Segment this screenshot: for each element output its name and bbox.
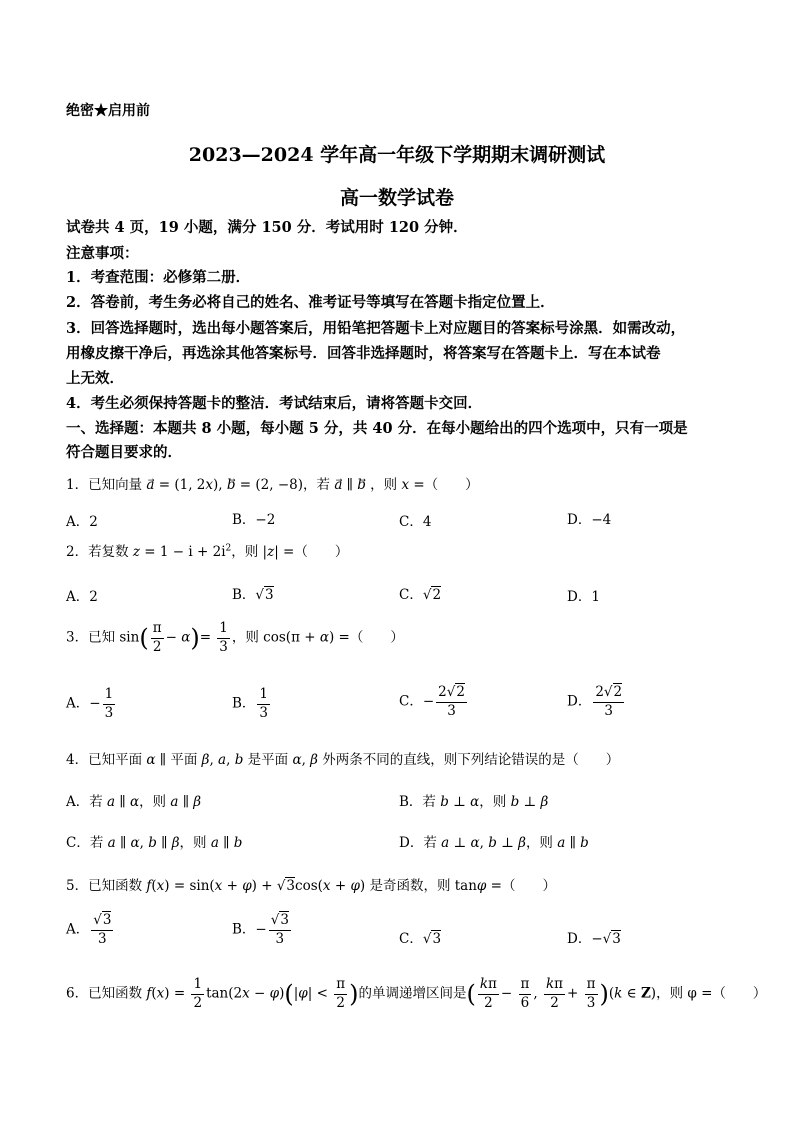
note-3-line-3: 上无效． bbox=[66, 370, 124, 387]
q2-option-b: B．√3 bbox=[232, 587, 274, 603]
q3-option-d: D． $\frac{2√2}{3}$ bbox=[567, 684, 623, 719]
note-4: 4．考生必须保持答题卡的整洁．考试结束后，请将答题卡交回． bbox=[66, 395, 483, 412]
question-4: 4．已知平面 α ∥ 平面 β, a, b 是平面 α, β 外两条不同的直线，则下列结论错误的是（ ） bbox=[66, 752, 620, 768]
q1-option-b: B．−2 bbox=[232, 512, 276, 528]
exam-subtitle: 高一数学试卷 bbox=[339, 187, 454, 209]
q3-option-c: C．− $\frac{2√2}{3}$ bbox=[399, 684, 465, 719]
q3-option-b: B． $\frac{1}{3}$ bbox=[232, 686, 269, 721]
question-1: 1．已知向量 a⃗ = (1, 2x), b⃗ = (2, −8)，若 a⃗ ∥ b⃗ ，则 x =（ ） bbox=[66, 477, 479, 493]
q3-option-a: A．− $\frac{1}{3}$ bbox=[66, 686, 114, 721]
question-3: 3．已知 sin( $\frac{\pi}{2}$ − α)= $\frac{1}{3}$ ，则 cos(π + α) =（ ） bbox=[66, 620, 404, 655]
q2-option-c: C．√2 bbox=[399, 587, 442, 603]
question-2: 2．若复数 $z = 1 - i + 2i^2$，则 |z| =（ ） bbox=[66, 543, 349, 560]
exam-info: 试卷共 4 页，19 小题，满分 150 分．考试用时 120 分钟． bbox=[66, 219, 468, 236]
q2-option-a: A．2 bbox=[66, 589, 98, 605]
exam-title: 2023—2024 学年高一年级下学期期末调研测试 bbox=[188, 144, 606, 166]
notes-heading: 注意事项： bbox=[66, 245, 139, 262]
section-1-line-1: 一、选择题：本题共 8 小题，每小题 5 分，共 40 分．在每小题给出的四个选项中，只有一项是 bbox=[66, 420, 688, 437]
q5-option-a: A． $\frac{√3}{3}$ bbox=[66, 912, 112, 947]
q5-option-b: B．− $\frac{√3}{3}$ bbox=[232, 912, 289, 947]
note-2: 2．答卷前，考生务必将自己的姓名、准考证号等填写在答题卡指定位置上． bbox=[66, 294, 555, 311]
q6-tail: ，则 φ =（ ） bbox=[656, 985, 767, 1002]
question-6: 6．已知函数 f(x) = $\frac{1}{2}$ tan(2x − φ)(|φ| < $\frac{\pi}{2}$ )的单调递增区间是( $\frac{k\pi}{2}$ − $\frac{\pi}{6}$ , $\frac{k\pi}{2}$ + $\frac{\pi}{3}$ )(k ∈ Z)，则 φ =（ ） bbox=[66, 976, 767, 1011]
q2-option-d: D．1 bbox=[567, 589, 600, 605]
q4-option-c: C．若 a ∥ α, b ∥ β，则 a ∥ b bbox=[66, 835, 243, 851]
q4-option-b: B．若 b ⊥ α，则 b ⊥ β bbox=[399, 794, 549, 810]
note-3-line-2: 用橡皮擦干净后，再选涂其他答案标号．回答非选择题时，将答案写在答题卡上．写在本试卷 bbox=[66, 345, 661, 362]
q4-option-d: D．若 a ⊥ α, b ⊥ β，则 a ∥ b bbox=[399, 835, 589, 851]
note-3-line-1: 3．回答选择题时，选出每小题答案后，用铅笔把答题卡上对应题目的答案标号涂黑．如需改动， bbox=[66, 320, 686, 337]
q5-option-d: D．−√3 bbox=[567, 931, 621, 947]
q1-option-d: D．−4 bbox=[567, 512, 612, 528]
q5-option-c: C．√3 bbox=[399, 931, 442, 947]
q1-option-c: C．4 bbox=[399, 514, 432, 530]
q1-option-a: A．2 bbox=[66, 514, 98, 530]
q4-option-a: A．若 a ∥ α，则 a ∥ β bbox=[66, 794, 202, 810]
note-1: 1．考查范围：必修第二册． bbox=[66, 269, 251, 286]
section-1-line-2: 符合题目要求的． bbox=[66, 444, 182, 461]
secret-label: 绝密★启用前 bbox=[66, 103, 150, 119]
question-5: 5．已知函数 f(x) = sin(x + φ) + √3cos(x + φ) 是奇函数，则 tanφ =（ ） bbox=[66, 878, 556, 894]
